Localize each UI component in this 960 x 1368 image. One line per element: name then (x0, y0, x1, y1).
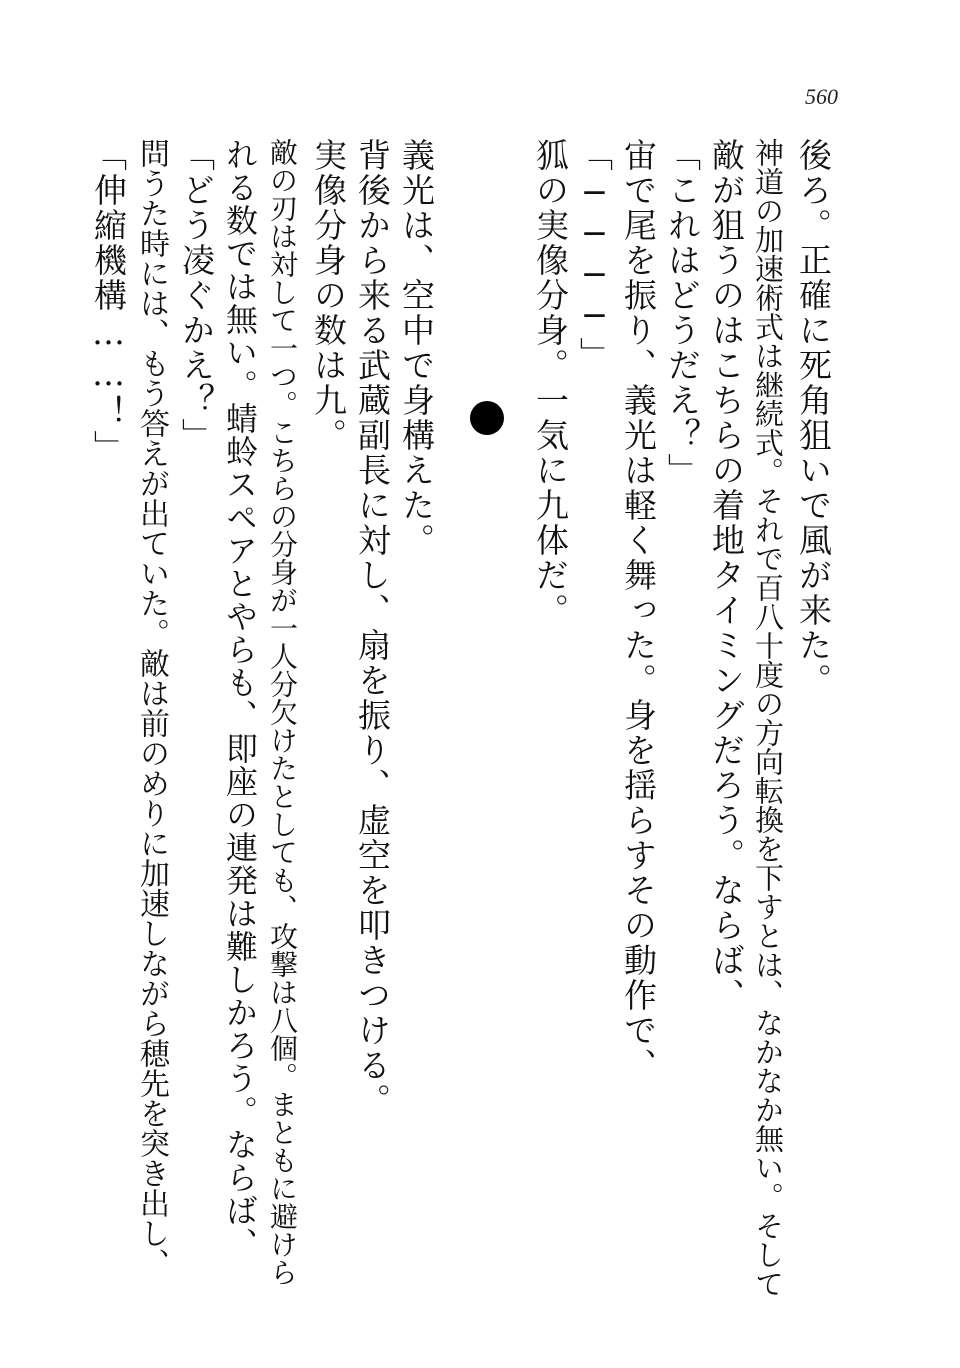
page-number: 560 (805, 84, 838, 109)
text-column: 「────」 (575, 138, 614, 372)
text-column: 「どう凌ぐかえ？」 (177, 138, 216, 453)
text-column: 義光は、空中で身構えた。 (397, 138, 436, 558)
text-column: 「これはどうだえ？」 (663, 138, 702, 488)
text-column: 問うた時には、もう答えが出ていた。敵は前のめりに加速しながら穂先を突き出し、 (134, 138, 169, 1278)
text-column: 実像分身の数は九。 (309, 138, 348, 453)
scene-break-dot (470, 401, 504, 435)
text-column: れる数では無い。蜻蛉スペアとやらも、即座の連発は難しかろう。ならば、 (221, 138, 259, 1260)
text-column: 敵が狙うのはこちらの着地タイミングだろう。ならば、 (707, 138, 746, 1013)
text-column: 背後から来る武蔵副長に対し、扇を振り、虚空を叩きつける。 (353, 138, 392, 1118)
text-column: 後ろ。正確に死角狙いで風が来た。 (794, 138, 833, 698)
text-column: 「伸縮機構……！」 (89, 138, 128, 465)
text-column: 神道の加速術式は継続式。それで百八十度の方向転換を下すとは、なかなか無い。そして (751, 138, 785, 1298)
text-column: 宙で尾を振り、義光は軽く舞った。身を揺らすその動作で、 (619, 138, 658, 1083)
text-column: 敵の刃は対して一つ。こちらの分身が一人分欠けたとしても、攻撃は八個。まともに避けら (266, 138, 299, 1286)
text-column: 狐の実像分身。一気に九体だ。 (531, 138, 570, 628)
